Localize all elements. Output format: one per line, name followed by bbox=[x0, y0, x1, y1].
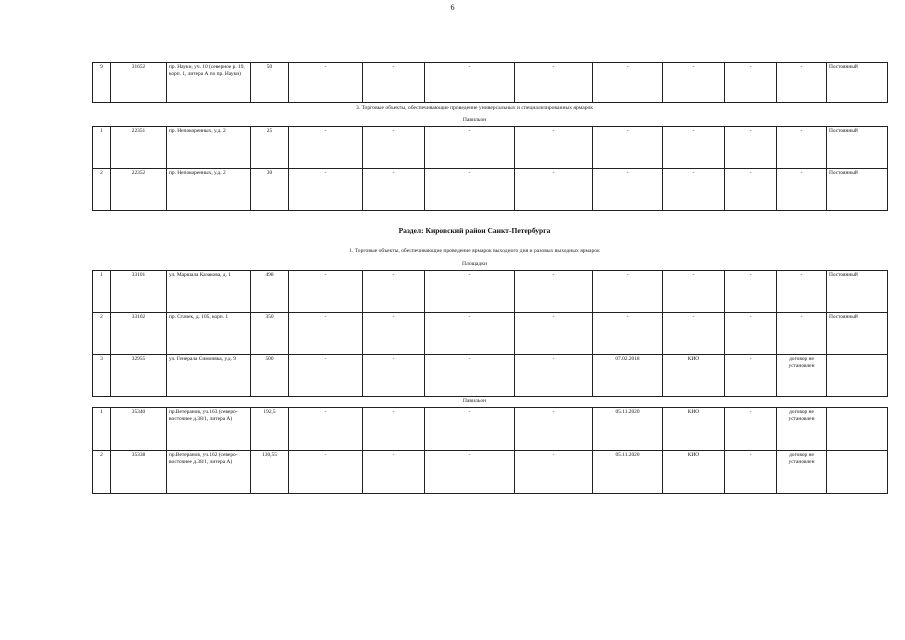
table-cell bbox=[827, 451, 888, 494]
table-cell: - bbox=[725, 271, 777, 313]
table-cell: Постоянный bbox=[827, 271, 888, 313]
table-cell: - bbox=[425, 408, 515, 451]
table-cell: - bbox=[425, 313, 515, 355]
table-cell: - bbox=[363, 169, 425, 211]
caption-squares: Площадки bbox=[462, 261, 487, 267]
table-cell: 35338 bbox=[111, 451, 167, 494]
table-cell: - bbox=[425, 451, 515, 494]
table-cell: 2 bbox=[93, 313, 111, 355]
table-cell: 33101 bbox=[111, 271, 167, 313]
table-cell: - bbox=[663, 313, 725, 355]
table-cell: 22351 bbox=[111, 127, 167, 169]
table-cell: 07.02.2018 bbox=[593, 355, 663, 397]
table-cell: 9 bbox=[93, 63, 111, 103]
table-cell: - bbox=[663, 271, 725, 313]
caption-trade-objects-2: 1. Торговые объекты, обеспечивающие проведение ярмарок выходного дня и разовых выходных ярмарок bbox=[349, 248, 600, 254]
table-cell: КИО bbox=[663, 408, 725, 451]
table-cell: - bbox=[515, 63, 593, 103]
table-cell: 33102 bbox=[111, 313, 167, 355]
table-cell: - bbox=[425, 271, 515, 313]
table-cell: - bbox=[363, 127, 425, 169]
table-cell: 50 bbox=[251, 63, 289, 103]
table-cell: Постоянный bbox=[827, 127, 888, 169]
page-number: 6 bbox=[450, 3, 455, 12]
table-cell: - bbox=[425, 169, 515, 211]
table-cell: - bbox=[593, 271, 663, 313]
table-cell: - bbox=[515, 313, 593, 355]
table-cell: - bbox=[777, 313, 827, 355]
table-cell: 05.11.2020 bbox=[593, 451, 663, 494]
table-row bbox=[93, 451, 888, 494]
table-cell: - bbox=[515, 355, 593, 397]
table-cell: - bbox=[289, 313, 363, 355]
table-cell: 130,55 bbox=[251, 451, 289, 494]
table-cell: - bbox=[593, 313, 663, 355]
table-cell: КИО bbox=[663, 355, 725, 397]
table-cell: - bbox=[725, 313, 777, 355]
table-cell: пр. Непокоренных, у.д. 2 bbox=[167, 127, 251, 169]
table-row bbox=[93, 271, 888, 313]
table-cell: 1 bbox=[93, 127, 111, 169]
table-cell: 498 bbox=[251, 271, 289, 313]
table-cell: - bbox=[363, 355, 425, 397]
table-cell: пр.Ветеранов, уч.163 (северо-восточнее д.38/1, литера А) bbox=[167, 408, 251, 451]
table-cell: - bbox=[363, 408, 425, 451]
table-cell: - bbox=[289, 127, 363, 169]
table-cell: 25 bbox=[251, 127, 289, 169]
table-row bbox=[93, 408, 888, 451]
table-cell: 35340 bbox=[111, 408, 167, 451]
table-cell: Постоянный bbox=[827, 313, 888, 355]
table-cell: - bbox=[363, 451, 425, 494]
table-cell: 1 bbox=[93, 271, 111, 313]
table-cell: - bbox=[515, 127, 593, 169]
table-cell: - bbox=[725, 127, 777, 169]
table-row bbox=[93, 313, 888, 355]
table-cell: пр. Стачек, д. 105, корп. 1 bbox=[167, 313, 251, 355]
table-cell: - bbox=[725, 63, 777, 103]
table-cell: - bbox=[425, 355, 515, 397]
table-block-1 bbox=[92, 62, 888, 103]
table-cell: - bbox=[289, 169, 363, 211]
table-cell: 31652 bbox=[111, 63, 167, 103]
table-cell: пр.Ветеранов, уч.162 (северо-восточнее д.38/1, литера А) bbox=[167, 451, 251, 494]
table-cell: - bbox=[515, 408, 593, 451]
table-cell: 2 bbox=[93, 169, 111, 211]
table-cell: договор не установлен bbox=[777, 355, 827, 397]
table-cell: 350 bbox=[251, 313, 289, 355]
table-cell: - bbox=[777, 169, 827, 211]
table-cell: - bbox=[363, 63, 425, 103]
table-cell: - bbox=[725, 169, 777, 211]
caption-pavilions-2: Павильон bbox=[462, 398, 487, 404]
table-cell: пр. Непокоренных, у.д. 2 bbox=[167, 169, 251, 211]
table-cell: 3 bbox=[93, 355, 111, 397]
table-cell: 30 bbox=[251, 169, 289, 211]
table-block-4 bbox=[92, 407, 888, 494]
table-cell: - bbox=[593, 127, 663, 169]
table-cell: - bbox=[515, 451, 593, 494]
table-cell: - bbox=[289, 271, 363, 313]
table-row bbox=[93, 169, 888, 211]
table-cell: - bbox=[593, 169, 663, 211]
table-cell: - bbox=[663, 169, 725, 211]
table-cell: 2 bbox=[93, 451, 111, 494]
table-cell: ул. Маршала Казакова, д. 1 bbox=[167, 271, 251, 313]
table-cell: - bbox=[777, 127, 827, 169]
table-row bbox=[93, 355, 888, 397]
section-title: Раздел: Кировский район Санкт-Петербурга bbox=[398, 226, 551, 235]
table-cell: - bbox=[725, 355, 777, 397]
table-cell: 22352 bbox=[111, 169, 167, 211]
table-cell: - bbox=[663, 63, 725, 103]
table-cell: - bbox=[593, 63, 663, 103]
table-cell: - bbox=[425, 63, 515, 103]
table-cell: - bbox=[515, 169, 593, 211]
table-cell: - bbox=[663, 127, 725, 169]
table-cell: - bbox=[777, 271, 827, 313]
table-row bbox=[93, 63, 888, 103]
table-cell: пр. Науки, уч. 10 (северное р. 19, корп. 1, литера А по пр. Науки) bbox=[167, 63, 251, 103]
table-cell: - bbox=[725, 408, 777, 451]
table-cell: - bbox=[289, 63, 363, 103]
table-cell: 192,5 bbox=[251, 408, 289, 451]
table-cell bbox=[827, 355, 888, 397]
table-cell: - bbox=[515, 271, 593, 313]
table-row bbox=[93, 127, 888, 169]
table-cell: КИО bbox=[663, 451, 725, 494]
table-cell: - bbox=[363, 313, 425, 355]
table-cell: 32955 bbox=[111, 355, 167, 397]
table-cell: 05.11.2020 bbox=[593, 408, 663, 451]
caption-trade-objects: 3. Торговые объекты, обеспечивающие проведение универсальных и специализированных ярмарок bbox=[355, 105, 594, 111]
table-cell: - bbox=[289, 355, 363, 397]
table-cell: - bbox=[777, 63, 827, 103]
table-cell: - bbox=[725, 451, 777, 494]
table-block-2 bbox=[92, 126, 888, 211]
table-cell: - bbox=[363, 271, 425, 313]
table-cell: договор не установлен bbox=[777, 451, 827, 494]
table-cell: 1 bbox=[93, 408, 111, 451]
table-cell: - bbox=[289, 451, 363, 494]
table-cell: - bbox=[425, 127, 515, 169]
table-cell: ул. Генерала Симоняка, у.д. 9 bbox=[167, 355, 251, 397]
table-block-3 bbox=[92, 270, 888, 397]
table-cell: - bbox=[289, 408, 363, 451]
table-cell: 500 bbox=[251, 355, 289, 397]
table-cell: договор не установлен bbox=[777, 408, 827, 451]
caption-pavilions-1: Павильон bbox=[462, 117, 487, 123]
table-cell: Постоянный bbox=[827, 63, 888, 103]
table-cell: Постоянный bbox=[827, 169, 888, 211]
table-cell bbox=[827, 408, 888, 451]
